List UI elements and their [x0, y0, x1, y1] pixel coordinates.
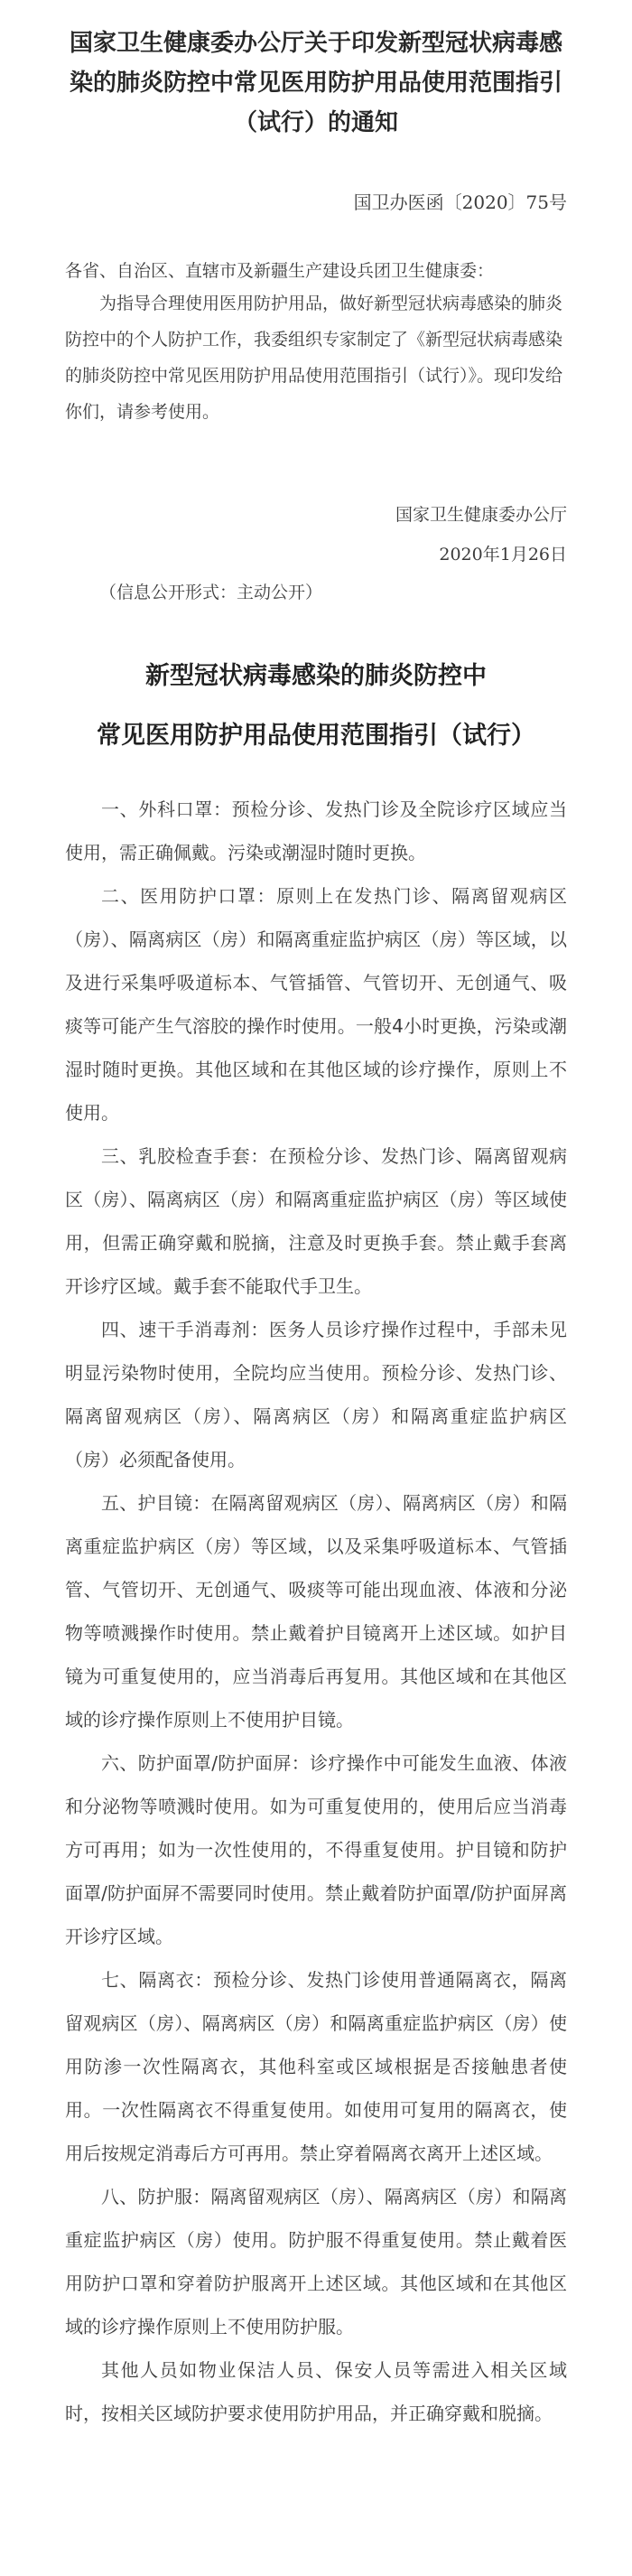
notice-title: 国家卫生健康委办公厅关于印发新型冠状病毒感染的肺炎防控中常见医用防护用品使用范围指引（试行）的通知 [69, 30, 562, 136]
section-surgical-mask: 一、外科口罩：预检分诊、发热门诊及全院诊疗区域应当使用，需正确佩戴。污染或潮湿时随时更换。 [65, 798, 567, 863]
disclosure-note: （信息公开形式：主动公开） [99, 583, 323, 602]
section-latex-gloves: 三、乳胶检查手套：在预检分诊、发热门诊、隔离留观病区（房）、隔离病区（房）和隔离重症监护病区（房）等区域使用，但需正确穿戴和脱摘，注意及时更换手套。禁止戴手套离开诊疗区域。戴手套不能取代手卫生。 [65, 1145, 567, 1297]
guide-title [65, 647, 567, 766]
issue-date: 2020年1月26日 [439, 545, 567, 565]
notice-body: 为指导合理使用医用防护用品，做好新型冠状病毒感染的肺炎防控中的个人防护工作，我委组织专家制定了《新型冠状病毒感染的肺炎防控中常见医用防护用品使用范围指引（试行）》。现印发给你们，请参考使用。 [65, 294, 563, 422]
section-face-shield: 六、防护面罩/防护面屏：诊疗操作中可能发生血液、体液和分泌物等喷溅时使用。如为可重复使用的，使用后应当消毒方可再用；如为一次性使用的，不得重复使用。护目镜和防护面罩/防护面屏不需要同时使用。禁止戴着防护面罩/防护面屏离开诊疗区域。 [65, 1752, 567, 1947]
document-number: 国卫办医函〔2020〕75号 [353, 191, 567, 213]
section-other-personnel: 其他人员如物业保洁人员、保安人员等需进入相关区域时，按相关区域防护要求使用防护用品，并正确穿戴和脱摘。 [65, 2359, 567, 2424]
section-isolation-gown: 七、隔离衣：预检分诊、发热门诊使用普通隔离衣，隔离留观病区（房）、隔离病区（房）和隔离重症监护病区（房）使用防渗一次性隔离衣，其他科室或区域根据是否接触患者使用。一次性隔离衣不得重复使用。如使用可复用的隔离衣，使用后按规定消毒后方可再用。禁止穿着隔离衣离开上述区域。 [65, 1969, 567, 2164]
guide-title-line-1: 新型冠状病毒感染的肺炎防控中 [145, 662, 487, 690]
addressee: 各省、自治区、直辖市及新疆生产建设兵团卫生健康委： [65, 261, 495, 281]
section-protective-suit: 八、防护服：隔离留观病区（房）、隔离病区（房）和隔离重症监护病区（房）使用。防护服不得重复使用。禁止戴着医用防护口罩和穿着防护服离开上述区域。其他区域和在其他区域的诊疗操作原则上不使用防护服。 [65, 2186, 567, 2338]
section-goggles: 五、护目镜：在隔离留观病区（房）、隔离病区（房）和隔离重症监护病区（房）等区域，以及采集呼吸道标本、气管插管、气管切开、无创通气、吸痰等可能出现血液、体液和分泌物等喷溅操作时使用。禁止戴着护目镜离开上述区域。如护目镜为可重复使用的，应当消毒后再复用。其他区域和在其他区域的诊疗操作原则上不使用护目镜。 [65, 1492, 567, 1731]
section-hand-sanitizer: 四、速干手消毒剂：医务人员诊疗操作过程中，手部未见明显污染物时使用，全院均应当使用。预检分诊、发热门诊、隔离留观病区（房）、隔离病区（房）和隔离重症监护病区（房）必须配备使用。 [65, 1319, 567, 1470]
guide-sections [65, 788, 567, 2435]
issuer: 国家卫生健康委办公厅 [395, 505, 567, 525]
guide-title-line-2: 常见医用防护用品使用范围指引（试行） [97, 722, 535, 750]
section-medical-protective-mask: 二、医用防护口罩：原则上在发热门诊、隔离留观病区（房）、隔离病区（房）和隔离重症监护病区（房）等区域，以及进行采集呼吸道标本、气管插管、气管切开、无创通气、吸痰等可能产生气溶胶的操作时使用。一般4小时更换，污染或潮湿时随时更换。其他区域和在其他区域的诊疗操作，原则上不使用。 [65, 885, 567, 1124]
